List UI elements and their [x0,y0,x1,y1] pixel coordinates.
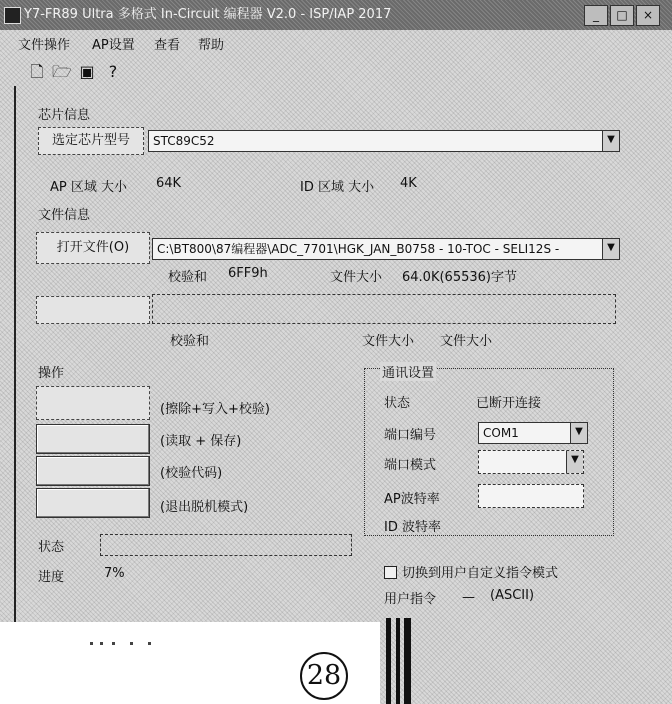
filesize-value-2: 文件大小 [440,334,493,349]
chevron-down-icon[interactable]: ▼ [566,451,583,473]
comm-settings-label: 通讯设置 [380,362,436,381]
exit-offline-desc: (退出脱机模式) [160,500,249,515]
chip-model-value: STC89C52 [153,134,215,148]
menu-ap-settings[interactable]: AP设置 [92,38,135,53]
new-file-icon[interactable]: 🗋 [30,62,44,81]
status-value: 已断开连接 [476,396,542,411]
menu-view[interactable]: 查看 [154,38,181,53]
port-mode-label: 端口模式 [384,458,437,473]
minimize-button[interactable]: _ [584,5,608,26]
binding-edge [386,618,426,704]
file-path-value: C:\BT800\87编程器\ADC_7701\HGK_JAN_B0758 - 10-TOC - SELI12S - [157,242,560,256]
id-size-value: 4K [400,176,417,191]
open-file-2-button[interactable] [36,296,150,324]
operations-label: 操作 [38,366,65,381]
progress-value: 7% [104,566,125,581]
progress-label: 进度 [38,570,65,585]
window-title: Y7-FR89 Ultra 多格式 In-Circuit 编程器 V2.0 - ISP/IAP 2017 [24,7,392,22]
filesize-label-2: 文件大小 [362,334,415,349]
file-path-2-field[interactable] [152,294,616,324]
chip-model-combo[interactable] [148,130,620,152]
program-desc: (擦除+写入+校验) [160,402,270,417]
help-icon[interactable]: ? [108,62,118,81]
ap-size-value: 64K [156,176,182,191]
status-label: 状态 [384,396,411,411]
port-label: 端口编号 [384,428,437,443]
left-edge-line [14,86,16,626]
chevron-down-icon[interactable]: ▼ [602,239,619,259]
ap-baud-label: AP波特率 [384,492,440,507]
open-file-button[interactable]: 打开文件(O) [36,232,150,264]
custom-mode-label: 切换到用户自定义指令模式 [402,566,559,581]
exit-offline-button[interactable] [36,488,150,518]
maximize-button[interactable]: □ [610,5,634,26]
menu-help[interactable]: 帮助 [198,38,225,53]
open-folder-icon[interactable]: 🗁 [52,62,72,81]
progress-status-label: 状态 [38,540,65,555]
read-button[interactable] [36,424,150,454]
file-info-label: 文件信息 [38,208,91,223]
ap-size-label: AP 区域 大小 [50,180,127,195]
chevron-down-icon[interactable]: ▼ [602,131,619,151]
file-path-combo[interactable] [152,238,620,260]
dash-separator: — [462,590,475,605]
progress-status-field [100,534,352,556]
filesize-value: 64.0K(65536)字节 [402,270,517,285]
id-size-label: ID 区域 大小 [300,180,375,195]
checksum-value: 6FF9h [228,266,268,281]
custom-mode-checkbox[interactable] [384,566,397,579]
filesize-label: 文件大小 [330,270,383,285]
close-button[interactable]: × [636,5,660,26]
verify-button[interactable] [36,456,150,486]
verify-desc: (校验代码) [160,466,223,481]
port-combo[interactable] [478,422,588,444]
scan-noise [90,634,170,654]
save-icon[interactable]: ▣ [79,62,95,81]
chip-info-label: 芯片信息 [38,108,91,123]
checksum-label: 校验和 [168,270,208,285]
ap-baud-combo[interactable] [478,484,584,508]
port-mode-combo[interactable] [478,450,584,474]
user-cmd-label: 用户指令 [384,592,437,607]
id-baud-label: ID 波特率 [384,520,441,535]
user-cmd-value: (ASCII) [490,588,535,603]
read-desc: (读取 + 保存) [160,434,242,449]
menu-file[interactable]: 文件操作 [18,38,71,53]
chevron-down-icon[interactable]: ▼ [570,423,587,443]
port-value: COM1 [483,426,519,440]
app-icon [4,7,21,24]
page-number: 28 [300,652,348,700]
checksum-label-2: 校验和 [170,334,210,349]
program-button[interactable] [36,386,150,420]
title-bar [0,0,672,30]
select-chip-button[interactable]: 选定芯片型号 [38,127,144,155]
